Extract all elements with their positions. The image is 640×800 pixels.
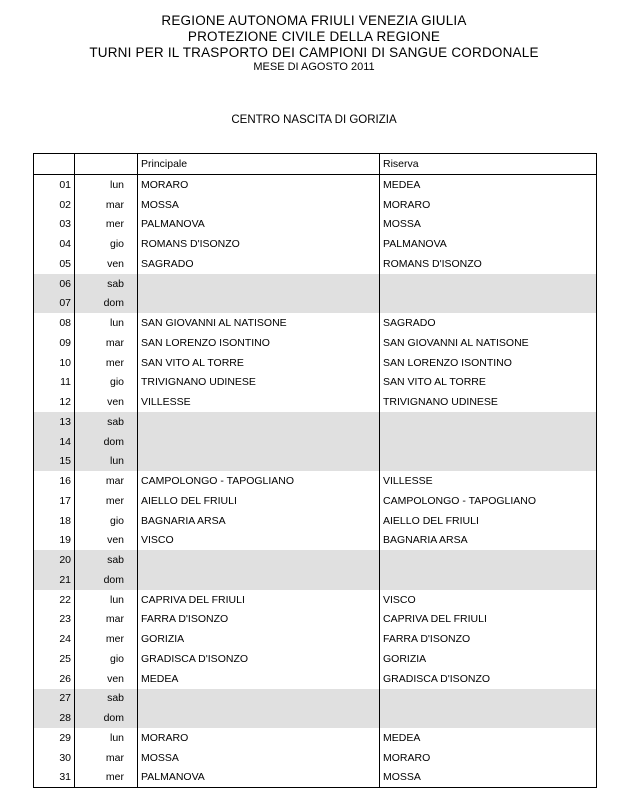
- weekday: mer: [75, 215, 138, 235]
- table-row: [34, 649, 597, 669]
- weekday: mar: [75, 471, 138, 491]
- riserva-cell: TRIVIGNANO UDINESE: [380, 392, 597, 412]
- weekday: mer: [75, 491, 138, 511]
- header-weekday-cell: [75, 154, 138, 175]
- principale-cell: MOSSA: [138, 748, 380, 768]
- riserva-cell: FARRA D'ISONZO: [380, 629, 597, 649]
- weekday: mar: [75, 195, 138, 215]
- day-number: 05: [34, 254, 75, 274]
- weekday: lun: [75, 728, 138, 748]
- table-row: [34, 629, 597, 649]
- riserva-cell: ROMANS D'ISONZO: [380, 254, 597, 274]
- table-row: [34, 708, 597, 728]
- table-row: [34, 432, 597, 452]
- weekday: lun: [75, 175, 138, 195]
- table-row: [34, 294, 597, 314]
- principale-cell: VISCO: [138, 531, 380, 551]
- table-row: [34, 175, 597, 195]
- weekday: ven: [75, 531, 138, 551]
- table-row: [34, 768, 597, 788]
- riserva-cell: GRADISCA D'ISONZO: [380, 669, 597, 689]
- principale-cell: MEDEA: [138, 669, 380, 689]
- table-row: [34, 471, 597, 491]
- day-number: 23: [34, 610, 75, 630]
- principale-cell: [138, 689, 380, 709]
- weekday: sab: [75, 274, 138, 294]
- principale-cell: BAGNARIA ARSA: [138, 511, 380, 531]
- day-number: 16: [34, 471, 75, 491]
- day-number: 10: [34, 353, 75, 373]
- day-number: 27: [34, 689, 75, 709]
- header-month: MESE DI AGOSTO 2011: [253, 61, 375, 73]
- day-number: 14: [34, 432, 75, 452]
- table-row: [34, 195, 597, 215]
- day-number: 01: [34, 175, 75, 195]
- day-number: 28: [34, 708, 75, 728]
- table-row: [34, 274, 597, 294]
- weekday: mar: [75, 610, 138, 630]
- day-number: 11: [34, 373, 75, 393]
- weekday: mar: [75, 748, 138, 768]
- principale-cell: TRIVIGNANO UDINESE: [138, 373, 380, 393]
- weekday: dom: [75, 708, 138, 728]
- table-row: [34, 748, 597, 768]
- principale-cell: GORIZIA: [138, 629, 380, 649]
- table-row: [34, 590, 597, 610]
- table-row: [34, 234, 597, 254]
- riserva-cell: BAGNARIA ARSA: [380, 531, 597, 551]
- table-row: [34, 313, 597, 333]
- weekday: dom: [75, 570, 138, 590]
- table-row: [34, 550, 597, 570]
- day-number: 12: [34, 392, 75, 412]
- riserva-cell: MOSSA: [380, 768, 597, 788]
- table-row: [34, 452, 597, 472]
- weekday: sab: [75, 689, 138, 709]
- header-day-cell: [34, 154, 75, 175]
- centre-title: CENTRO NASCITA DI GORIZIA: [231, 114, 397, 126]
- riserva-cell: MEDEA: [380, 728, 597, 748]
- table-row: [34, 610, 597, 630]
- riserva-cell: AIELLO DEL FRIULI: [380, 511, 597, 531]
- table-row: [34, 531, 597, 551]
- day-number: 15: [34, 452, 75, 472]
- header-civil-protection: PROTEZIONE CIVILE DELLA REGIONE: [187, 29, 441, 44]
- day-number: 02: [34, 195, 75, 215]
- table-body: [34, 175, 597, 788]
- riserva-cell: VISCO: [380, 590, 597, 610]
- principale-cell: CAMPOLONGO - TAPOGLIANO: [138, 471, 380, 491]
- principale-cell: VILLESSE: [138, 392, 380, 412]
- principale-cell: FARRA D'ISONZO: [138, 610, 380, 630]
- riserva-cell: VILLESSE: [380, 471, 597, 491]
- weekday: sab: [75, 550, 138, 570]
- weekday: mer: [75, 768, 138, 788]
- principale-cell: [138, 412, 380, 432]
- day-number: 26: [34, 669, 75, 689]
- day-number: 19: [34, 531, 75, 551]
- riserva-cell: MORARO: [380, 195, 597, 215]
- principale-cell: [138, 708, 380, 728]
- header-principale: Principale: [138, 154, 380, 175]
- day-number: 25: [34, 649, 75, 669]
- day-number: 29: [34, 728, 75, 748]
- principale-cell: AIELLO DEL FRIULI: [138, 491, 380, 511]
- riserva-cell: [380, 274, 597, 294]
- riserva-cell: [380, 412, 597, 432]
- table-row: [34, 333, 597, 353]
- table-row: [34, 669, 597, 689]
- table-row: [34, 392, 597, 412]
- weekday: sab: [75, 412, 138, 432]
- header-region: REGIONE AUTONOMA FRIULI VENEZIA GIULIA: [161, 13, 467, 28]
- table-row: [34, 254, 597, 274]
- table-row: [34, 412, 597, 432]
- riserva-cell: MOSSA: [380, 215, 597, 235]
- principale-cell: SAN LORENZO ISONTINO: [138, 333, 380, 353]
- day-number: 24: [34, 629, 75, 649]
- riserva-cell: [380, 432, 597, 452]
- table-row: [34, 353, 597, 373]
- principale-cell: [138, 452, 380, 472]
- principale-cell: CAPRIVA DEL FRIULI: [138, 590, 380, 610]
- day-number: 06: [34, 274, 75, 294]
- day-number: 17: [34, 491, 75, 511]
- riserva-cell: CAMPOLONGO - TAPOGLIANO: [380, 491, 597, 511]
- day-number: 22: [34, 590, 75, 610]
- day-number: 20: [34, 550, 75, 570]
- principale-cell: [138, 274, 380, 294]
- principale-cell: GRADISCA D'ISONZO: [138, 649, 380, 669]
- principale-cell: PALMANOVA: [138, 215, 380, 235]
- weekday: gio: [75, 649, 138, 669]
- weekday: lun: [75, 313, 138, 333]
- day-number: 09: [34, 333, 75, 353]
- principale-cell: MOSSA: [138, 195, 380, 215]
- weekday: ven: [75, 254, 138, 274]
- riserva-cell: [380, 452, 597, 472]
- day-number: 30: [34, 748, 75, 768]
- principale-cell: ROMANS D'ISONZO: [138, 234, 380, 254]
- schedule-table: [33, 153, 597, 788]
- principale-cell: [138, 570, 380, 590]
- day-number: 03: [34, 215, 75, 235]
- weekday: ven: [75, 392, 138, 412]
- weekday: dom: [75, 294, 138, 314]
- weekday: ven: [75, 669, 138, 689]
- table-row: [34, 373, 597, 393]
- header-riserva: Riserva: [380, 154, 597, 175]
- day-number: 08: [34, 313, 75, 333]
- day-number: 13: [34, 412, 75, 432]
- riserva-cell: [380, 689, 597, 709]
- day-number: 21: [34, 570, 75, 590]
- table-row: [34, 689, 597, 709]
- principale-cell: MORARO: [138, 728, 380, 748]
- weekday: mar: [75, 333, 138, 353]
- table-row: [34, 511, 597, 531]
- riserva-cell: CAPRIVA DEL FRIULI: [380, 610, 597, 630]
- weekday: gio: [75, 511, 138, 531]
- principale-cell: MORARO: [138, 175, 380, 195]
- table-row: [34, 215, 597, 235]
- weekday: dom: [75, 432, 138, 452]
- weekday: mer: [75, 353, 138, 373]
- header-title: TURNI PER IL TRASPORTO DEI CAMPIONI DI SANGUE CORDONALE: [89, 45, 539, 60]
- day-number: 04: [34, 234, 75, 254]
- weekday: mer: [75, 629, 138, 649]
- riserva-cell: MORARO: [380, 748, 597, 768]
- riserva-cell: [380, 570, 597, 590]
- day-number: 31: [34, 768, 75, 788]
- table-row: [34, 728, 597, 748]
- riserva-cell: MEDEA: [380, 175, 597, 195]
- day-number: 07: [34, 294, 75, 314]
- weekday: lun: [75, 590, 138, 610]
- principale-cell: [138, 432, 380, 452]
- weekday: gio: [75, 373, 138, 393]
- riserva-cell: SAN LORENZO ISONTINO: [380, 353, 597, 373]
- riserva-cell: SAGRADO: [380, 313, 597, 333]
- riserva-cell: [380, 708, 597, 728]
- weekday: gio: [75, 234, 138, 254]
- principale-cell: SAGRADO: [138, 254, 380, 274]
- table-row: [34, 570, 597, 590]
- principale-cell: SAN GIOVANNI AL NATISONE: [138, 313, 380, 333]
- riserva-cell: SAN GIOVANNI AL NATISONE: [380, 333, 597, 353]
- day-number: 18: [34, 511, 75, 531]
- riserva-cell: [380, 550, 597, 570]
- riserva-cell: GORIZIA: [380, 649, 597, 669]
- weekday: lun: [75, 452, 138, 472]
- table-row: [34, 491, 597, 511]
- table-header-row: [34, 154, 597, 175]
- principale-cell: SAN VITO AL TORRE: [138, 353, 380, 373]
- document-header: [0, 13, 628, 74]
- principale-cell: PALMANOVA: [138, 768, 380, 788]
- riserva-cell: SAN VITO AL TORRE: [380, 373, 597, 393]
- principale-cell: [138, 294, 380, 314]
- riserva-cell: PALMANOVA: [380, 234, 597, 254]
- principale-cell: [138, 550, 380, 570]
- riserva-cell: [380, 294, 597, 314]
